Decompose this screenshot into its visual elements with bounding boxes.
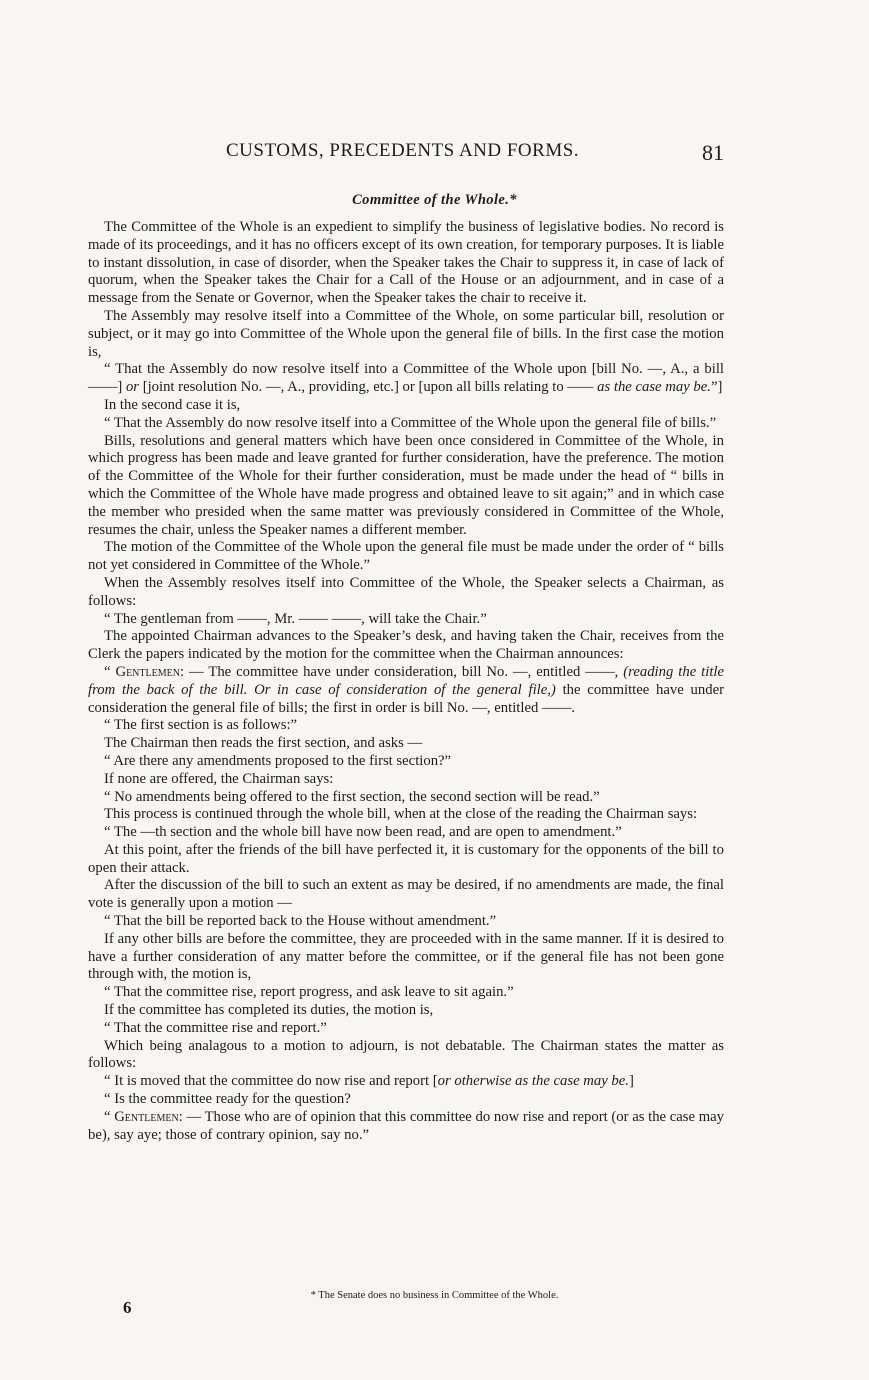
signature-mark: 6 <box>123 1298 132 1317</box>
paragraph: The motion of the Committee of the Whole upon the general file must be made under the order of “ bills not yet considered in Committee of the Whole.” <box>88 539 724 574</box>
paragraph: The Chairman then reads the first section, and asks — <box>104 735 423 752</box>
paragraph: “ Is the committee ready for the question? <box>104 1091 351 1108</box>
paragraph: If the committee has completed its duties, the motion is, <box>104 1002 434 1019</box>
paragraph: The Committee of the Whole is an expedient to simplify the business of legislative bodies. No record is made of its proceedings, and it has no officers except of its own creation, for temporary purposes. It is liable to instant dissolution, in case of disorder, when the Speaker takes the Chair to suppress it, in case of lack of quorum, when the Speaker takes the Chair for a Call of the House or an adjournment, and in case of a message from the Senate or Governor, when the Speaker takes the chair to receive it. <box>88 219 725 307</box>
running-head: CUSTOMS, PRECEDENTS AND FORMS. <box>226 140 580 161</box>
italic-run: —— as the case may be. <box>567 379 711 396</box>
paragraph: If none are offered, the Chairman says: <box>104 770 334 787</box>
text-run: ”] <box>710 379 723 396</box>
text-run: — The committee have under consideration, bill No. —, entitled ——, <box>184 663 624 680</box>
italic-run: or otherwise as the case may be. <box>437 1073 629 1090</box>
paragraph: “ No amendments being offered to the first section, the second section will be read.” <box>104 788 600 805</box>
paragraph: “ That the bill be reported back to the House without amendment.” <box>104 913 497 930</box>
section-title: Committee of the Whole.* <box>352 192 517 208</box>
paragraph <box>88 664 724 717</box>
paragraph <box>88 1073 724 1091</box>
paragraph: “ The gentleman from ——, Mr. —— ——, will take the Chair.” <box>104 610 487 627</box>
small-caps-run: “ Gentlemen: <box>104 1108 183 1125</box>
paragraph: The Assembly may resolve itself into a Committee of the Whole, on some particular bill, resolution or subject, or it may go into Committee of the Whole upon the general file of bills. In the first case the motion is, <box>88 307 724 360</box>
paragraph: “ That the Assembly do now resolve itself into a Committee of the Whole upon the general file of bills.” <box>104 414 717 431</box>
paragraph: After the discussion of the bill to such an extent as may be desired, if no amendments are made, the final vote is generally upon a motion — <box>88 877 724 912</box>
text-run: ] <box>628 1073 634 1090</box>
footnote: * The Senate does no business in Committee of the Whole. <box>310 1290 559 1301</box>
text-run: the committee have under consideration the general file of bills; the first in order is bill No. —, entitled ——. <box>88 681 724 716</box>
text-run: [joint resolution No. —, A., providing, etc.] or [upon all bills relating to <box>139 379 568 396</box>
paragraph: The appointed Chairman advances to the Speaker’s desk, and having taken the Chair, receives from the Clerk the papers indicated by the motion for the committee when the Chairman announces: <box>88 628 724 663</box>
page-number: 81 <box>702 140 724 165</box>
italic-run: (reading the title from the back of the bill. Or in case of consideration of the general file,) <box>88 663 724 698</box>
paragraph: In the second case it is, <box>104 396 241 413</box>
text-run: “ That the Assembly do now resolve itself into a Committee of the Whole upon [bill No. —, A., a bill ——] <box>88 361 724 396</box>
paragraph: “ The first section is as follows:” <box>104 717 298 734</box>
paragraph: Bills, resolutions and general matters which have been once considered in Committee of the Whole, in which progress has been made and leave granted for further consideration, have the preference. The motion of the Committee of the Whole for their further consideration, must be made under the head of “ bills in which the Committee of the Whole have made progress and obtained leave to sit again;” and in which case the member who presided when the same matter was previously considered in Committee of the Whole, resumes the chair, unless the Speaker names a different member. <box>88 432 724 538</box>
text-run: — Those who are of opinion that this committee do now rise and report (or as the case may be), say aye; those of contrary opinion, say no.” <box>88 1108 724 1143</box>
italic-run: or <box>125 379 140 396</box>
paragraph: Which being analagous to a motion to adjourn, is not debatable. The Chairman states the matter as follows: <box>88 1037 724 1072</box>
paragraph <box>88 361 724 397</box>
text-run: “ It is moved that the committee do now rise and report [ <box>104 1073 438 1090</box>
paragraph: At this point, after the friends of the bill have perfected it, it is customary for the opponents of the bill to open their attack. <box>88 841 724 876</box>
paragraph: “ That the committee rise and report.” <box>104 1019 327 1036</box>
paragraph: “ The —th section and the whole bill have now been read, and are open to amendment.” <box>104 824 622 841</box>
paragraph: This process is continued through the whole bill, when at the close of the reading the Chairman says: <box>104 806 698 823</box>
paragraph: “ That the committee rise, report progress, and ask leave to sit again.” <box>104 984 514 1001</box>
paragraph <box>88 1109 724 1145</box>
paragraph: When the Assembly resolves itself into Committee of the Whole, the Speaker selects a Chairman, as follows: <box>88 574 724 609</box>
body-text <box>88 219 724 1144</box>
paragraph: “ Are there any amendments proposed to the first section?” <box>104 752 452 769</box>
paragraph: If any other bills are before the committee, they are proceeded with in the same manner. If it is desired to have a further consideration of any matter before the committee, or if the general file has not been gone through with, the motion is, <box>88 930 724 983</box>
small-caps-run: “ Gentlemen: <box>104 663 185 680</box>
